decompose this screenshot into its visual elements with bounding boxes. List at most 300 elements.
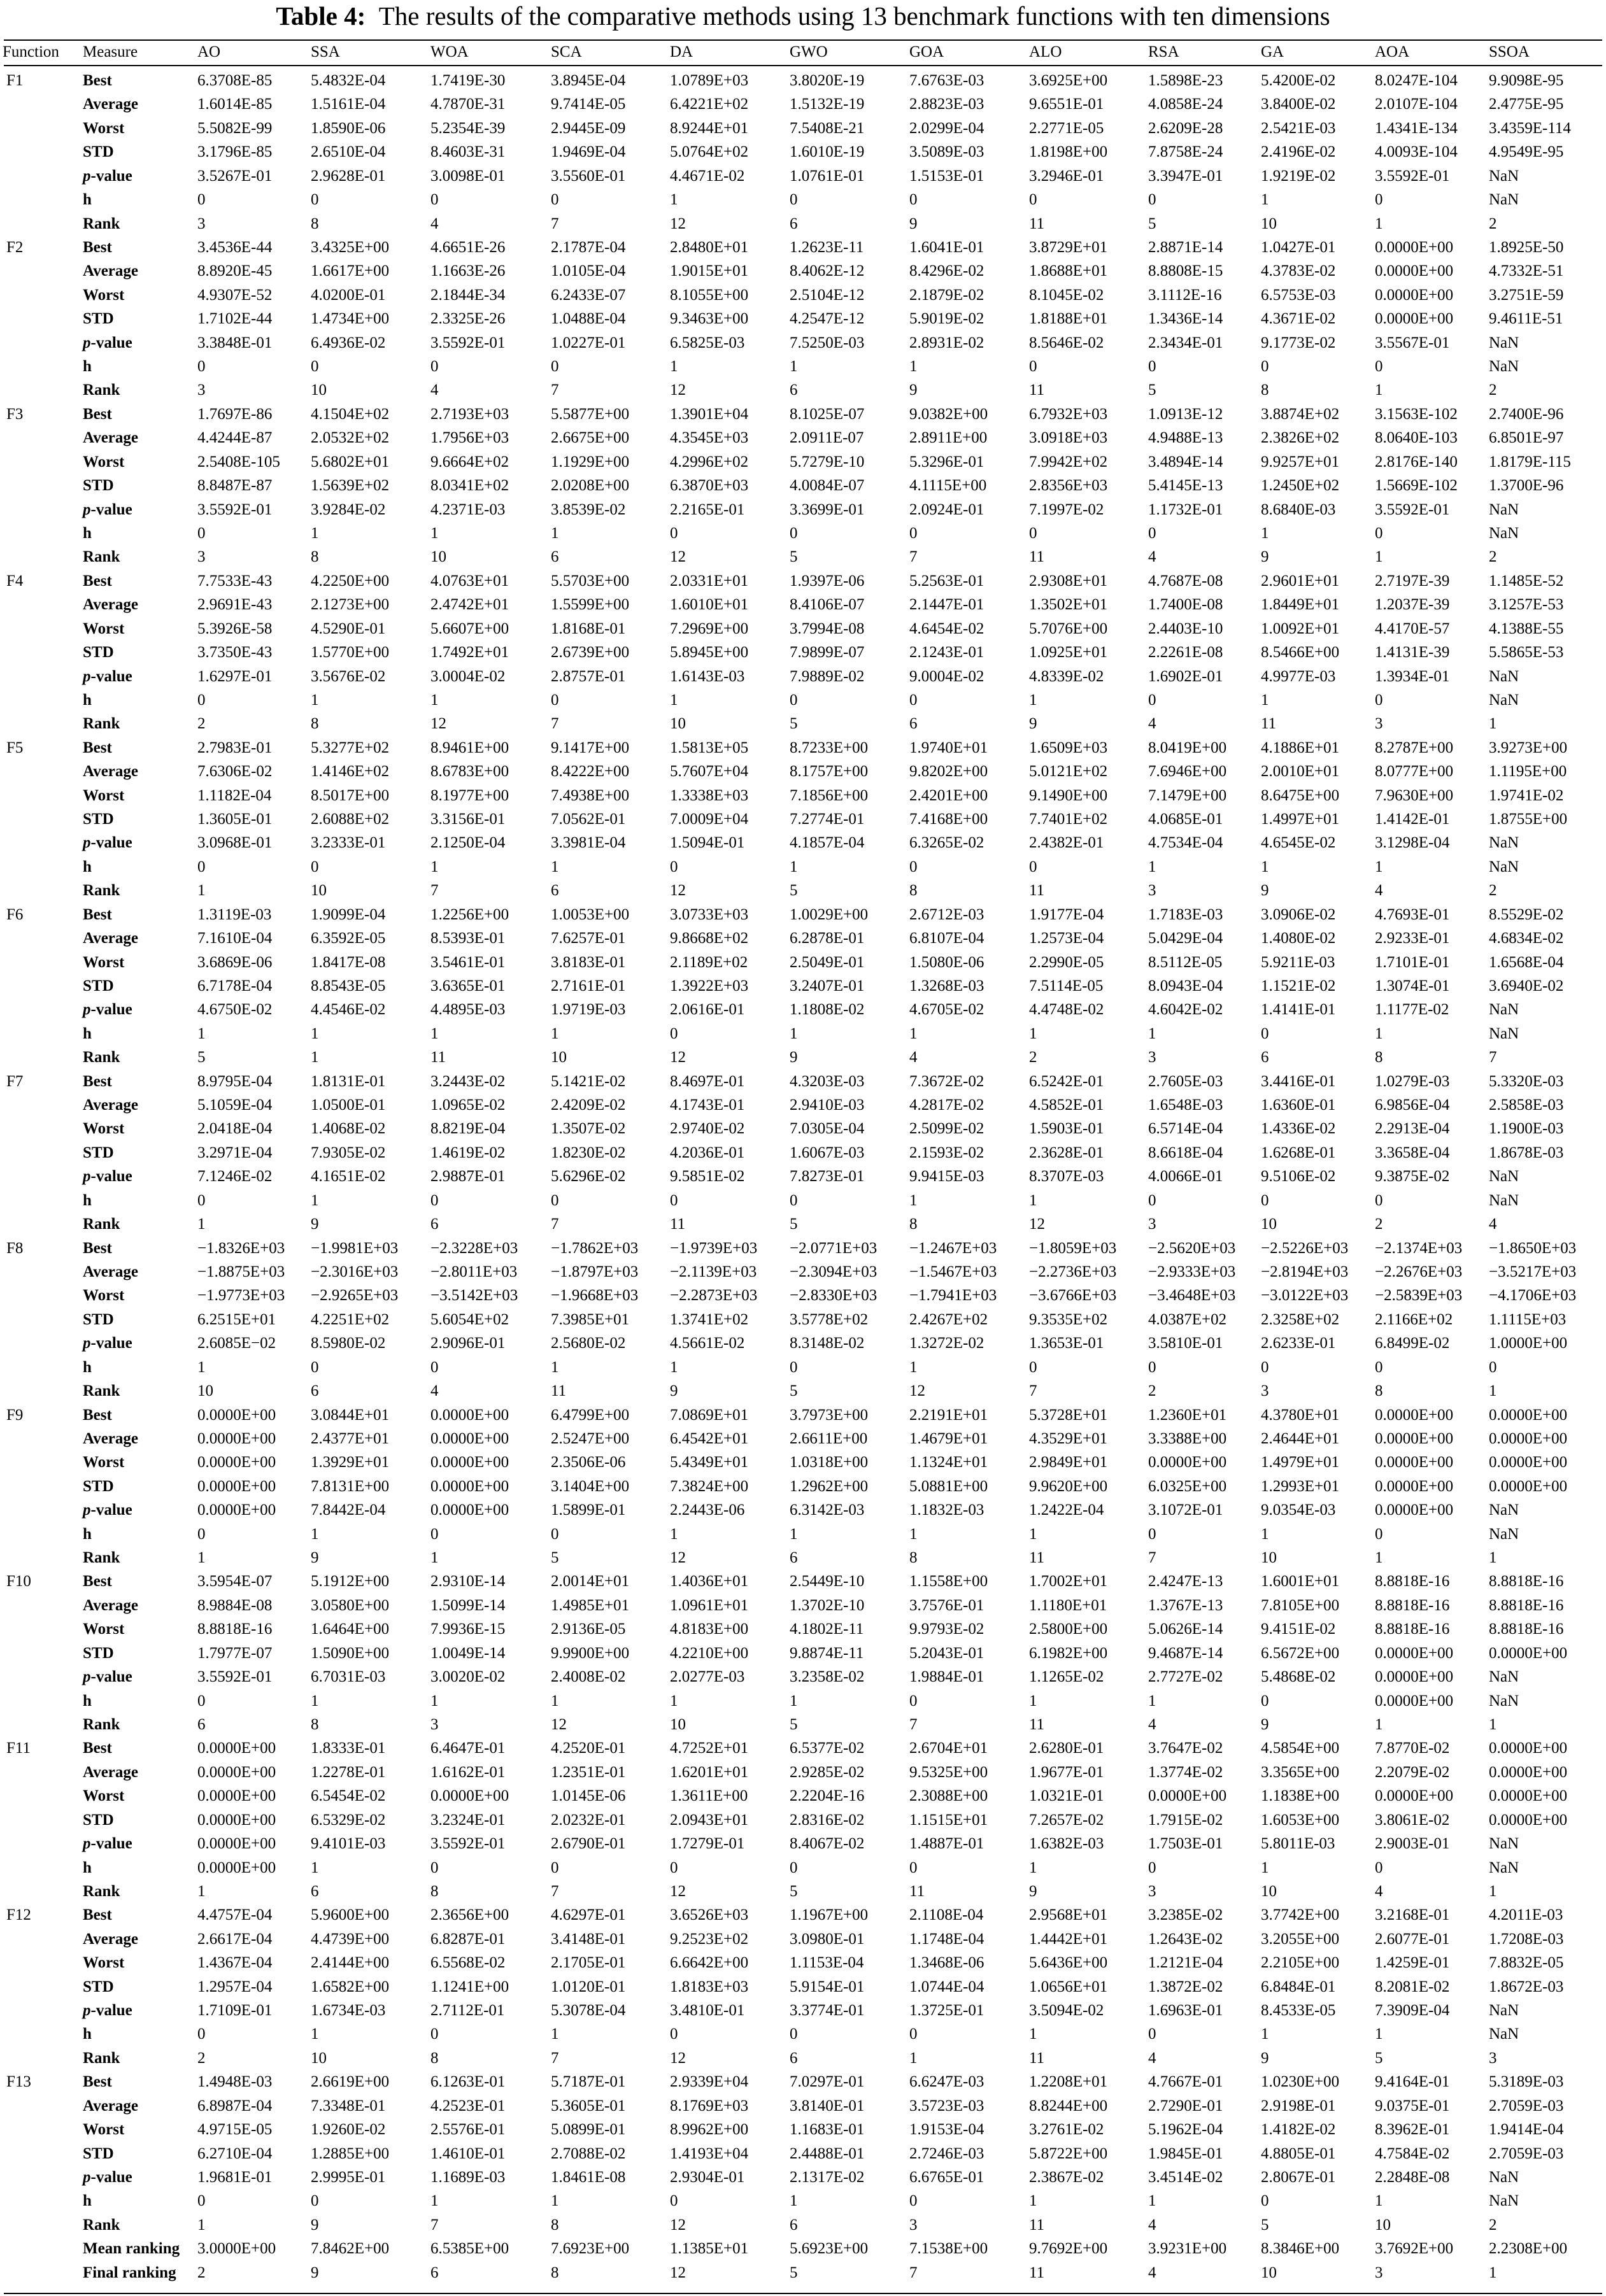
table-cell: 8	[311, 715, 319, 733]
table-cell: 0	[1261, 1024, 1269, 1042]
summary-cell: 9	[311, 2264, 319, 2281]
table-cell: 1	[670, 691, 678, 709]
table-cell: NaN	[1489, 1168, 1519, 1186]
table-cell: 11	[1029, 2216, 1045, 2234]
table-cell: 8.4067E-02	[790, 1835, 865, 1853]
table-cell: 3.5810E-01	[1148, 1335, 1223, 1352]
table-cell: 4	[430, 215, 439, 232]
measure-label: h	[83, 358, 92, 376]
table-cell: 1	[311, 1525, 319, 1543]
table-cell: 4.3671E-02	[1261, 310, 1336, 328]
table-cell: 2.6619E+00	[311, 2073, 390, 2091]
table-cell: 6.9856E-04	[1375, 1096, 1450, 1114]
table-cell: 0	[197, 2025, 206, 2043]
table-cell: 7.9942E+02	[1029, 453, 1108, 471]
table-cell: 4.6705E-02	[909, 1001, 984, 1019]
table-cell: NaN	[1489, 1501, 1519, 1519]
table-cell: −1.8059E+03	[1029, 1239, 1117, 1257]
table-cell: 1.0230E+00	[1261, 2073, 1340, 2091]
table-cell: 0	[551, 691, 559, 709]
table-cell: 6.2433E-07	[551, 286, 626, 304]
table-cell: 0	[790, 2025, 798, 2043]
table-cell: 5	[790, 882, 798, 900]
table-cell: 1.0744E-04	[909, 1978, 984, 1995]
summary-cell: 7.6923E+00	[551, 2240, 630, 2258]
table-cell: 1.0053E+00	[551, 905, 630, 923]
table-cell: 7.6946E+00	[1148, 763, 1227, 781]
table-cell: 2.2191E+01	[909, 1406, 988, 1424]
summary-cell: 2.2308E+00	[1489, 2240, 1568, 2258]
table-cell: 2.6712E-03	[909, 905, 984, 923]
table-cell: −1.5467E+03	[909, 1263, 997, 1280]
table-cell: 1	[1261, 1525, 1269, 1543]
table-cell: 0.0000E+00	[197, 1406, 276, 1424]
table-cell: 2.5099E-02	[909, 1120, 984, 1138]
table-cell: 1.7492E+01	[430, 644, 509, 662]
table-cell: 6	[311, 1382, 319, 1400]
table-cell: 4.5854E+00	[1261, 1740, 1340, 1757]
table-cell: 2.9628E-01	[311, 167, 386, 185]
table-cell: 2	[1148, 1382, 1156, 1400]
table-cell: 8.9461E+00	[430, 739, 509, 756]
table-cell: 1.7419E-30	[430, 72, 506, 89]
table-cell: 5.4868E-02	[1261, 1668, 1336, 1686]
table-cell: 1.3929E+01	[311, 1454, 390, 1471]
table-cell: −1.9739E+03	[670, 1239, 758, 1257]
table-cell: 2.0208E+00	[551, 477, 630, 495]
measure-label: h	[83, 858, 92, 875]
table-cell: 1.1515E+01	[909, 1811, 988, 1829]
table-cell: 0	[909, 2025, 918, 2043]
table-cell: 5.1962E-04	[1148, 2121, 1223, 2139]
table-cell: 5.0764E+02	[670, 143, 749, 161]
table-cell: 6.8107E-04	[909, 930, 984, 947]
table-cell: 6.2515E+01	[197, 1310, 276, 1328]
table-cell: 2.4209E-02	[551, 1096, 626, 1114]
table-cell: 6	[311, 1882, 319, 1900]
table-cell: 7.9630E+00	[1375, 786, 1454, 804]
table-cell: 1	[1375, 1715, 1383, 1733]
measure-label: Rank	[83, 1382, 120, 1400]
measure-label: p-value	[83, 2168, 132, 2186]
table-cell: 1.5599E+00	[551, 596, 630, 614]
table-cell: 10	[311, 2049, 327, 2067]
measure-label: Rank	[83, 381, 120, 399]
function-name: F11	[6, 1740, 31, 1757]
table-cell: 1	[1029, 1024, 1037, 1042]
table-cell: 1.5094E-01	[670, 834, 745, 852]
table-cell: 5.3277E+02	[311, 739, 390, 756]
table-cell: 4.1504E+02	[311, 405, 390, 423]
table-cell: 1.8925E-50	[1489, 238, 1564, 256]
table-cell: 0	[670, 858, 678, 875]
measure-label: STD	[83, 310, 114, 328]
table-cell: 7.5408E-21	[790, 119, 865, 137]
measure-label: Rank	[83, 715, 120, 733]
table-cell: 3	[1489, 2049, 1497, 2067]
table-cell: 1.2422E-04	[1029, 1501, 1104, 1519]
table-cell: 1.6041E-01	[909, 238, 984, 256]
table-cell: 5	[1261, 2216, 1269, 2234]
table-cell: 2.1593E-02	[909, 1144, 984, 1161]
table-cell: 1	[197, 1215, 206, 1233]
table-cell: 0	[197, 191, 206, 209]
measure-label: Best	[83, 905, 112, 923]
table-cell: 9	[311, 1549, 319, 1567]
table-cell: 1.0092E+01	[1261, 620, 1340, 637]
table-cell: 0.0000E+00	[1489, 1477, 1568, 1495]
table-cell: 1	[1029, 1525, 1037, 1543]
table-cell: NaN	[1489, 2002, 1519, 2020]
table-cell: 1.9153E-04	[909, 2121, 984, 2139]
table-cell: 6	[430, 1215, 439, 1233]
table-cell: 8.6783E+00	[430, 763, 509, 781]
function-name: F10	[6, 1573, 31, 1591]
table-cell: 5.6436E+00	[1029, 1954, 1108, 1972]
table-cell: 3.7576E-01	[909, 1596, 984, 1614]
table-cell: 3.1796E-85	[197, 143, 273, 161]
table-cell: 1.5898E-23	[1148, 72, 1223, 89]
table-cell: 1.9260E-02	[311, 2121, 386, 2139]
table-cell: 12	[670, 2049, 686, 2067]
column-header-da: DA	[670, 43, 693, 60]
table-cell: 1	[1261, 691, 1269, 709]
table-cell: 8.5529E-02	[1489, 905, 1564, 923]
table-cell: 11	[1029, 215, 1045, 232]
table-cell: 3.0733E+03	[670, 905, 749, 923]
table-cell: 2.4488E-01	[790, 2144, 865, 2162]
table-cell: 10	[430, 548, 446, 566]
table-cell: −1.9773E+03	[197, 1287, 285, 1305]
table-cell: 10	[670, 1715, 686, 1733]
table-cell: 8.0419E+00	[1148, 739, 1227, 756]
table-cell: 2.8067E-01	[1261, 2168, 1336, 2186]
table-cell: 2.0277E-03	[670, 1668, 745, 1686]
table-cell: 3.2385E-02	[1148, 1906, 1223, 1924]
table-cell: 7.2969E+00	[670, 620, 749, 637]
table-cell: 1.1832E-03	[909, 1501, 984, 1519]
table-cell: 8.3707E-03	[1029, 1168, 1104, 1186]
table-cell: 1.6067E-03	[790, 1144, 865, 1161]
table-cell: NaN	[1489, 858, 1519, 875]
table-cell: 12	[670, 1049, 686, 1067]
measure-label: Best	[83, 572, 112, 590]
table-cell: 1.9740E+01	[909, 739, 988, 756]
table-cell: 0.0000E+00	[1375, 286, 1454, 304]
table-cell: 4.2011E-03	[1489, 1906, 1563, 1924]
table-cell: 9	[311, 2216, 319, 2234]
table-cell: 9.4151E-02	[1261, 1620, 1336, 1638]
table-cell: 0.0000E+00	[430, 1429, 509, 1447]
table-cell: 2.9285E-02	[790, 1763, 865, 1781]
table-cell: 3.5089E-03	[909, 143, 984, 161]
table-cell: 3.0980E-01	[790, 1930, 865, 1948]
table-cell: 2.9601E+01	[1261, 572, 1340, 590]
table-cell: 1.2957E-04	[197, 1978, 273, 1995]
table-cell: 8.4222E+00	[551, 763, 630, 781]
table-cell: 7.5114E-05	[1029, 977, 1104, 995]
table-cell: 2.5680E-02	[551, 1335, 626, 1352]
table-cell: 7.1479E+00	[1148, 786, 1227, 804]
table-cell: 4.9715E-05	[197, 2121, 273, 2139]
table-cell: 8.8818E-16	[1489, 1573, 1564, 1591]
table-cell: 2	[1489, 215, 1497, 232]
table-cell: 0	[1375, 524, 1383, 542]
table-cell: 3.8539E-02	[551, 500, 626, 518]
table-cell: 1.9177E-04	[1029, 905, 1104, 923]
table-cell: 4.7687E-08	[1148, 572, 1223, 590]
table-cell: 3.2055E+00	[1261, 1930, 1340, 1948]
table-cell: 3.8945E-04	[551, 72, 626, 89]
table-cell: 2.4247E-13	[1148, 1573, 1223, 1591]
table-cell: 1.1265E-02	[1029, 1668, 1104, 1686]
summary-cell: 5	[790, 2264, 798, 2281]
table-cell: 1.3507E-02	[551, 1120, 626, 1138]
table-cell: 2.3325E-26	[430, 310, 506, 328]
table-cell: 3	[197, 215, 206, 232]
table-cell: 2.6739E+00	[551, 644, 630, 662]
table-cell: 1.2450E+02	[1261, 477, 1340, 495]
table-cell: 2.5800E+00	[1029, 1620, 1108, 1638]
table-cell: NaN	[1489, 524, 1519, 542]
table-cell: 4.2250E+00	[311, 572, 390, 590]
column-header-function: Function	[3, 43, 59, 60]
function-name: F7	[6, 1072, 24, 1090]
table-cell: 0.0000E+00	[430, 1501, 509, 1519]
table-cell: 1.4146E+02	[311, 763, 390, 781]
table-cell: 3.8061E-02	[1375, 1811, 1450, 1829]
table-cell: 0	[197, 2192, 206, 2210]
table-cell: 4.0763E+01	[430, 572, 509, 590]
table-cell: 1.5153E-01	[909, 167, 984, 185]
table-cell: 3.2443E-02	[430, 1072, 506, 1090]
table-cell: 3.3947E-01	[1148, 167, 1223, 185]
table-cell: 6.3592E-05	[311, 930, 386, 947]
table-cell: 1.3436E-14	[1148, 310, 1223, 328]
table-cell: 1.6001E+01	[1261, 1573, 1340, 1591]
table-cell: 2.9304E-01	[670, 2168, 745, 2186]
column-header-sca: SCA	[551, 43, 582, 60]
table-cell: 1	[311, 691, 319, 709]
table-cell: 3.1072E-01	[1148, 1501, 1223, 1519]
table-cell: 0.0000E+00	[1375, 1429, 1454, 1447]
table-cell: 10	[1375, 2216, 1391, 2234]
table-cell: 8.7233E+00	[790, 739, 869, 756]
table-cell: 1	[1148, 1024, 1156, 1042]
table-cell: 4.9307E-52	[197, 286, 273, 304]
measure-label: Average	[83, 1930, 138, 1948]
table-cell: 0.0000E+00	[197, 1740, 276, 1757]
table-cell: 12	[909, 1382, 925, 1400]
table-cell: 11	[1029, 1715, 1045, 1733]
measure-label: p-value	[83, 667, 132, 685]
table-cell: 1.5161E-04	[311, 96, 386, 113]
table-cell: 4.1886E+01	[1261, 739, 1340, 756]
table-cell: 4.0084E-07	[790, 477, 865, 495]
table-cell: 1	[1261, 858, 1269, 875]
table-cell: 4.6454E-02	[909, 620, 984, 637]
table-cell: 3.3981E-04	[551, 834, 626, 852]
table-cell: 9.9793E-02	[909, 1620, 984, 1638]
table-cell: 1.7977E-07	[197, 1644, 273, 1662]
summary-cell: 2	[197, 2264, 206, 2281]
table-cell: 5	[1148, 215, 1156, 232]
table-cell: 3.6940E-02	[1489, 977, 1564, 995]
table-cell: 0	[1029, 358, 1037, 376]
table-cell: 7.3348E-01	[311, 2097, 386, 2115]
table-cell: 5.5703E+00	[551, 572, 630, 590]
table-cell: 0	[1148, 1358, 1156, 1376]
table-cell: 4	[1148, 1715, 1156, 1733]
table-cell: 1.0427E-01	[1261, 238, 1336, 256]
table-cell: 3	[1148, 1882, 1156, 1900]
table-cell: 2.0299E-04	[909, 119, 984, 137]
table-cell: 5.8945E+00	[670, 644, 749, 662]
table-cell: 1.3268E-03	[909, 977, 984, 995]
measure-label: Worst	[83, 953, 125, 971]
table-cell: 2.1189E+02	[670, 953, 748, 971]
table-cell: 8.0943E-04	[1148, 977, 1223, 995]
table-cell: 1	[1489, 1382, 1497, 1400]
table-cell: 6.5377E-02	[790, 1740, 865, 1757]
table-cell: 2.5247E+00	[551, 1429, 630, 1447]
table-cell: 1	[1029, 2025, 1037, 2043]
table-cell: 7.0305E-04	[790, 1120, 865, 1138]
table-cell: 1	[1261, 191, 1269, 209]
measure-label: STD	[83, 977, 114, 995]
table-cell: 2.7983E-01	[197, 739, 273, 756]
table-cell: 2.9445E-09	[551, 119, 626, 137]
measure-label: Average	[83, 1263, 138, 1280]
table-cell: 1	[1375, 548, 1383, 566]
table-cell: 3.4514E-02	[1148, 2168, 1223, 2186]
table-cell: 4.1802E-11	[790, 1620, 864, 1638]
table-cell: 1.5132E-19	[790, 96, 865, 113]
table-cell: 0	[430, 1191, 439, 1209]
table-cell: 3	[909, 2216, 918, 2234]
table-cell: 0	[1029, 1358, 1037, 1376]
table-cell: 1.2121E-04	[1148, 1954, 1223, 1972]
table-cell: 6	[551, 882, 559, 900]
table-cell: 1.6162E-01	[430, 1763, 506, 1781]
column-header-ssa: SSA	[311, 43, 340, 60]
table-cell: 0	[790, 1191, 798, 1209]
table-cell: 2	[1489, 548, 1497, 566]
table-cell: 5.0429E-04	[1148, 930, 1223, 947]
table-cell: 2.4144E+00	[311, 1954, 390, 1972]
table-cell: 0	[1148, 1859, 1156, 1876]
table-cell: 1.9741E-02	[1489, 786, 1564, 804]
table-cell: 1.5770E+00	[311, 644, 390, 662]
table-cell: 0	[1261, 1358, 1269, 1376]
table-cell: 3.4894E-14	[1148, 453, 1223, 471]
table-cell: 8.8818E-16	[1489, 1596, 1564, 1614]
table-cell: 4.2547E-12	[790, 310, 865, 328]
table-cell: 1	[1148, 2192, 1156, 2210]
table-cell: 7.2657E-02	[1029, 1811, 1104, 1829]
table-cell: 8.2081E-02	[1375, 1978, 1450, 1995]
table-cell: 1.8755E+00	[1489, 811, 1568, 828]
table-cell: 1.7208E-03	[1489, 1930, 1564, 1948]
column-header-aoa: AOA	[1375, 43, 1410, 60]
table-cell: 3.2751E-59	[1489, 286, 1564, 304]
table-cell: 1.8461E-08	[551, 2168, 626, 2186]
measure-label: p-value	[83, 834, 132, 852]
table-cell: 8.4603E-31	[430, 143, 506, 161]
table-cell: 2	[1489, 882, 1497, 900]
table-cell: 0.0000E+00	[430, 1477, 509, 1495]
table-cell: −1.8326E+03	[197, 1239, 285, 1257]
table-cell: 2.9849E+01	[1029, 1454, 1108, 1471]
table-cell: 9	[1261, 882, 1269, 900]
table-cell: 1.6360E-01	[1261, 1096, 1336, 1114]
table-cell: 2.8823E-03	[909, 96, 984, 113]
table-cell: 2.0014E+01	[551, 1573, 630, 1591]
summary-cell: 3.9231E+00	[1148, 2240, 1227, 2258]
table-cell: 8	[909, 882, 918, 900]
table-cell: 6.1263E-01	[430, 2073, 506, 2091]
table-cell: 1.0761E-01	[790, 167, 865, 185]
table-cell: 3.2761E-02	[1029, 2121, 1104, 2139]
table-cell: 5.7076E+00	[1029, 620, 1108, 637]
table-cell: 1.2623E-11	[790, 238, 864, 256]
table-cell: 0	[670, 1859, 678, 1876]
table-cell: 7.3824E+00	[670, 1477, 749, 1495]
table-cell: 5.3189E-03	[1489, 2073, 1564, 2091]
table-cell: 1.6268E-01	[1261, 1144, 1336, 1161]
table-cell: 2.3506E-06	[551, 1454, 626, 1471]
summary-cell: 7	[909, 2264, 918, 2281]
table-cell: 4	[1148, 2049, 1156, 2067]
table-cell: 1	[1261, 2025, 1269, 2043]
table-cell: 8	[1261, 381, 1269, 399]
table-cell: 3.7350E-43	[197, 644, 273, 662]
table-cell: 2.2261E-08	[1148, 644, 1223, 662]
table-cell: 3.6869E-06	[197, 953, 273, 971]
table-cell: 2.0943E+01	[670, 1811, 749, 1829]
table-cell: 3	[1375, 715, 1383, 733]
measure-label: h	[83, 2025, 92, 2043]
table-cell: 3.0098E-01	[430, 167, 506, 185]
table-cell: 3.0968E-01	[197, 834, 273, 852]
table-cell: 1.3872E-02	[1148, 1978, 1223, 1995]
table-cell: 3	[1148, 1215, 1156, 1233]
table-cell: 6.8501E-97	[1489, 429, 1564, 447]
measure-label: p-value	[83, 1168, 132, 1186]
table-cell: 5.6054E+02	[430, 1310, 509, 1328]
table-cell: 11	[1029, 381, 1045, 399]
table-cell: 3.6365E-01	[430, 977, 506, 995]
table-cell: 1	[1375, 2025, 1383, 2043]
table-cell: 3.0906E-02	[1261, 905, 1336, 923]
table-cell: 1.8678E-03	[1489, 1144, 1564, 1161]
table-cell: 9	[1029, 715, 1037, 733]
table-cell: 4.7252E+01	[670, 1740, 749, 1757]
measure-label: STD	[83, 1477, 114, 1495]
table-cell: 1	[551, 1692, 559, 1710]
table-cell: 4.6651E-26	[430, 238, 506, 256]
table-cell: NaN	[1489, 167, 1519, 185]
table-cell: −3.5142E+03	[430, 1287, 518, 1305]
column-header-ao: AO	[197, 43, 221, 60]
table-cell: 2.4775E-95	[1489, 96, 1564, 113]
table-cell: 1.0913E-12	[1148, 405, 1223, 423]
table-cell: 7.8273E-01	[790, 1168, 865, 1186]
table-cell: 5	[1375, 2049, 1383, 2067]
table-cell: 11	[670, 1215, 686, 1233]
table-cell: 5	[1148, 381, 1156, 399]
measure-label: Rank	[83, 882, 120, 900]
